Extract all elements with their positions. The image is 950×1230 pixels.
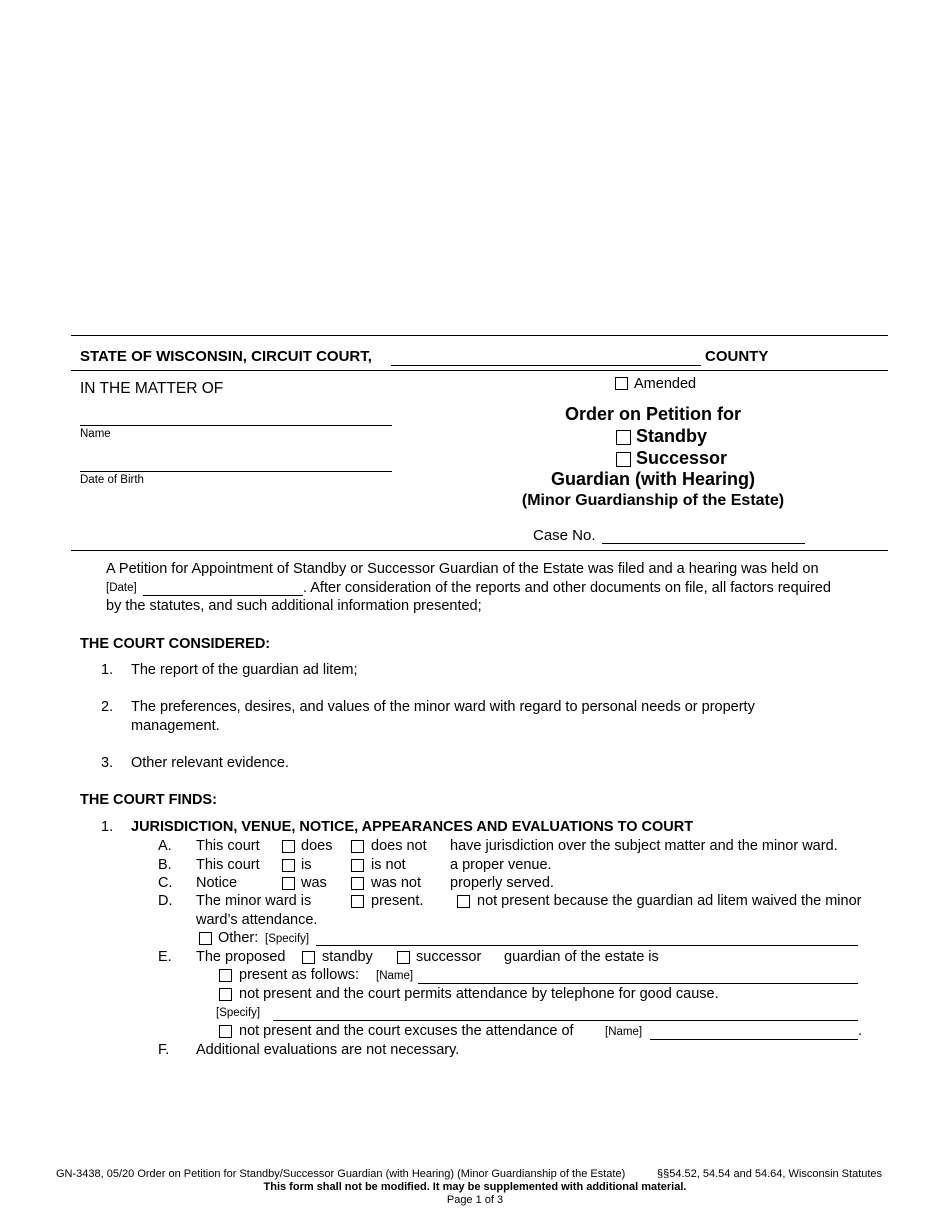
form-title-line2: Guardian (with Hearing) (550, 469, 755, 489)
finding-c-lead: Notice (196, 875, 238, 891)
finding-d-letter: D. (158, 893, 173, 909)
guardian-excused-name-label: [Name] (605, 1026, 643, 1038)
successor-title-checkbox[interactable] (616, 452, 631, 467)
guardian-telephone-specify-field[interactable] (273, 1020, 858, 1021)
guardian-present-checkbox[interactable] (219, 969, 232, 982)
footer-statutes: §§54.52, 54.54 and 54.64, Wisconsin Statutes (657, 1168, 883, 1180)
footer-notice: This form shall not be modified. It may be supplemented with additional material. (263, 1181, 687, 1193)
jurisdiction-does-label: does (301, 838, 333, 854)
date-of-birth-label: Date of Birth (80, 474, 144, 486)
footer-form-id: GN-3438, 05/20 Order on Petition for Standby/Successor Guardian (with Hearing) (Minor Guardianship of the Estate) (56, 1168, 626, 1180)
finding-c-tail: properly served. (450, 875, 554, 891)
amended-label: Amended (634, 376, 697, 392)
name-label: Name (80, 428, 111, 440)
county-label: COUNTY (705, 348, 769, 365)
header-top-rule (71, 335, 888, 336)
court-finds-heading: THE COURT FINDS: (80, 792, 217, 808)
guardian-excused-name-field[interactable] (650, 1039, 858, 1040)
case-number-field[interactable] (602, 543, 805, 544)
form-title-line1: Order on Petition for (564, 404, 741, 424)
finding-b-lead: This court (196, 857, 260, 873)
guardian-excused-period: . (858, 1023, 863, 1039)
considered-item-number: 2. (101, 699, 114, 715)
notice-was-checkbox[interactable] (282, 877, 295, 890)
considered-item-number: 3. (101, 755, 114, 771)
jurisdiction-does-not-checkbox[interactable] (351, 840, 364, 853)
venue-is-not-checkbox[interactable] (351, 859, 364, 872)
venue-is-not-label: is not (371, 857, 406, 873)
guardian-telephone-label: not present and the court permits attendance by telephone for good cause. (239, 986, 719, 1002)
venue-is-checkbox[interactable] (282, 859, 295, 872)
guardian-excused-checkbox[interactable] (219, 1025, 232, 1038)
guardian-present-name-field[interactable] (418, 983, 858, 984)
header-bottom-rule (71, 550, 888, 551)
notice-was-label: was (301, 875, 327, 891)
standby-title-checkbox[interactable] (616, 430, 631, 445)
finding-e-lead: The proposed (196, 949, 286, 965)
finding-a-lead: This court (196, 838, 260, 854)
considered-item-text: The preferences, desires, and values of the minor ward with regard to personal needs or property (131, 699, 755, 715)
finding-e-tail: guardian of the estate is (504, 949, 659, 965)
intro-line1: A Petition for Appointment of Standby or Successor Guardian of the Estate was filed and a hearing was held on (106, 561, 819, 577)
ward-other-specify-field[interactable] (316, 945, 858, 946)
notice-was-not-label: was not (371, 875, 421, 891)
in-the-matter-label: IN THE MATTER OF (80, 380, 224, 397)
county-name-field[interactable] (391, 365, 701, 366)
finding-title: JURISDICTION, VENUE, NOTICE, APPEARANCES AND EVALUATIONS TO COURT (131, 819, 694, 835)
proposed-successor-label: successor (416, 949, 482, 965)
finding-b-tail: a proper venue. (450, 857, 552, 873)
jurisdiction-does-not-label: does not (371, 838, 427, 854)
jurisdiction-does-checkbox[interactable] (282, 840, 295, 853)
ward-present-label: present. (371, 893, 424, 909)
proposed-standby-checkbox[interactable] (302, 951, 315, 964)
ward-not-present-label-cont: ward’s attendance. (196, 912, 318, 928)
name-field[interactable] (80, 425, 392, 426)
notice-was-not-checkbox[interactable] (351, 877, 364, 890)
court-label: STATE OF WISCONSIN, CIRCUIT COURT, (80, 348, 372, 365)
guardian-present-name-label: [Name] (376, 970, 414, 982)
finding-a-letter: A. (158, 838, 172, 854)
finding-c-letter: C. (158, 875, 173, 891)
proposed-standby-label: standby (322, 949, 373, 965)
finding-f-text: Additional evaluations are not necessary. (196, 1042, 460, 1058)
guardian-excused-label: not present and the court excuses the attendance of (239, 1023, 574, 1039)
finding-d-lead: The minor ward is (196, 893, 312, 909)
ward-present-checkbox[interactable] (351, 895, 364, 908)
finding-a-tail: have jurisdiction over the subject matter and the minor ward. (450, 838, 838, 854)
ward-not-present-label: not present because the guardian ad litem waived the minor (477, 893, 862, 909)
guardian-telephone-checkbox[interactable] (219, 988, 232, 1001)
hearing-date-field[interactable] (143, 595, 303, 596)
ward-other-checkbox[interactable] (199, 932, 212, 945)
form-title-line3: (Minor Guardianship of the Estate) (521, 492, 785, 509)
finding-e-letter: E. (158, 949, 172, 965)
venue-is-label: is (301, 857, 312, 873)
considered-item-text-cont: management. (131, 718, 220, 734)
standby-title-label: Standby (636, 426, 708, 446)
amended-checkbox[interactable] (615, 377, 628, 390)
finding-number: 1. (101, 819, 114, 835)
date-of-birth-field[interactable] (80, 471, 392, 472)
footer-page-number: Page 1 of 3 (446, 1194, 504, 1206)
header-mid-rule (71, 370, 888, 371)
guardian-present-label: present as follows: (239, 967, 360, 983)
ward-not-present-checkbox[interactable] (457, 895, 470, 908)
intro-line3: by the statutes, and such additional information presented; (106, 598, 482, 614)
ward-other-label: Other: (218, 930, 259, 946)
successor-title-label: Successor (636, 448, 728, 468)
considered-item-text: The report of the guardian ad litem; (131, 662, 358, 678)
court-considered-heading: THE COURT CONSIDERED: (80, 636, 271, 652)
finding-f-letter: F. (158, 1042, 170, 1058)
considered-item-text: Other relevant evidence. (131, 755, 289, 771)
finding-b-letter: B. (158, 857, 172, 873)
intro-date-label: [Date] (106, 582, 137, 594)
intro-line2: . After consideration of the reports and other documents on file, all factors required (303, 580, 831, 596)
case-number-label: Case No. (533, 527, 596, 544)
proposed-successor-checkbox[interactable] (397, 951, 410, 964)
guardian-telephone-specify-label: [Specify] (216, 1007, 261, 1019)
considered-item-number: 1. (101, 662, 114, 678)
ward-other-specify-label: [Specify] (265, 933, 310, 945)
